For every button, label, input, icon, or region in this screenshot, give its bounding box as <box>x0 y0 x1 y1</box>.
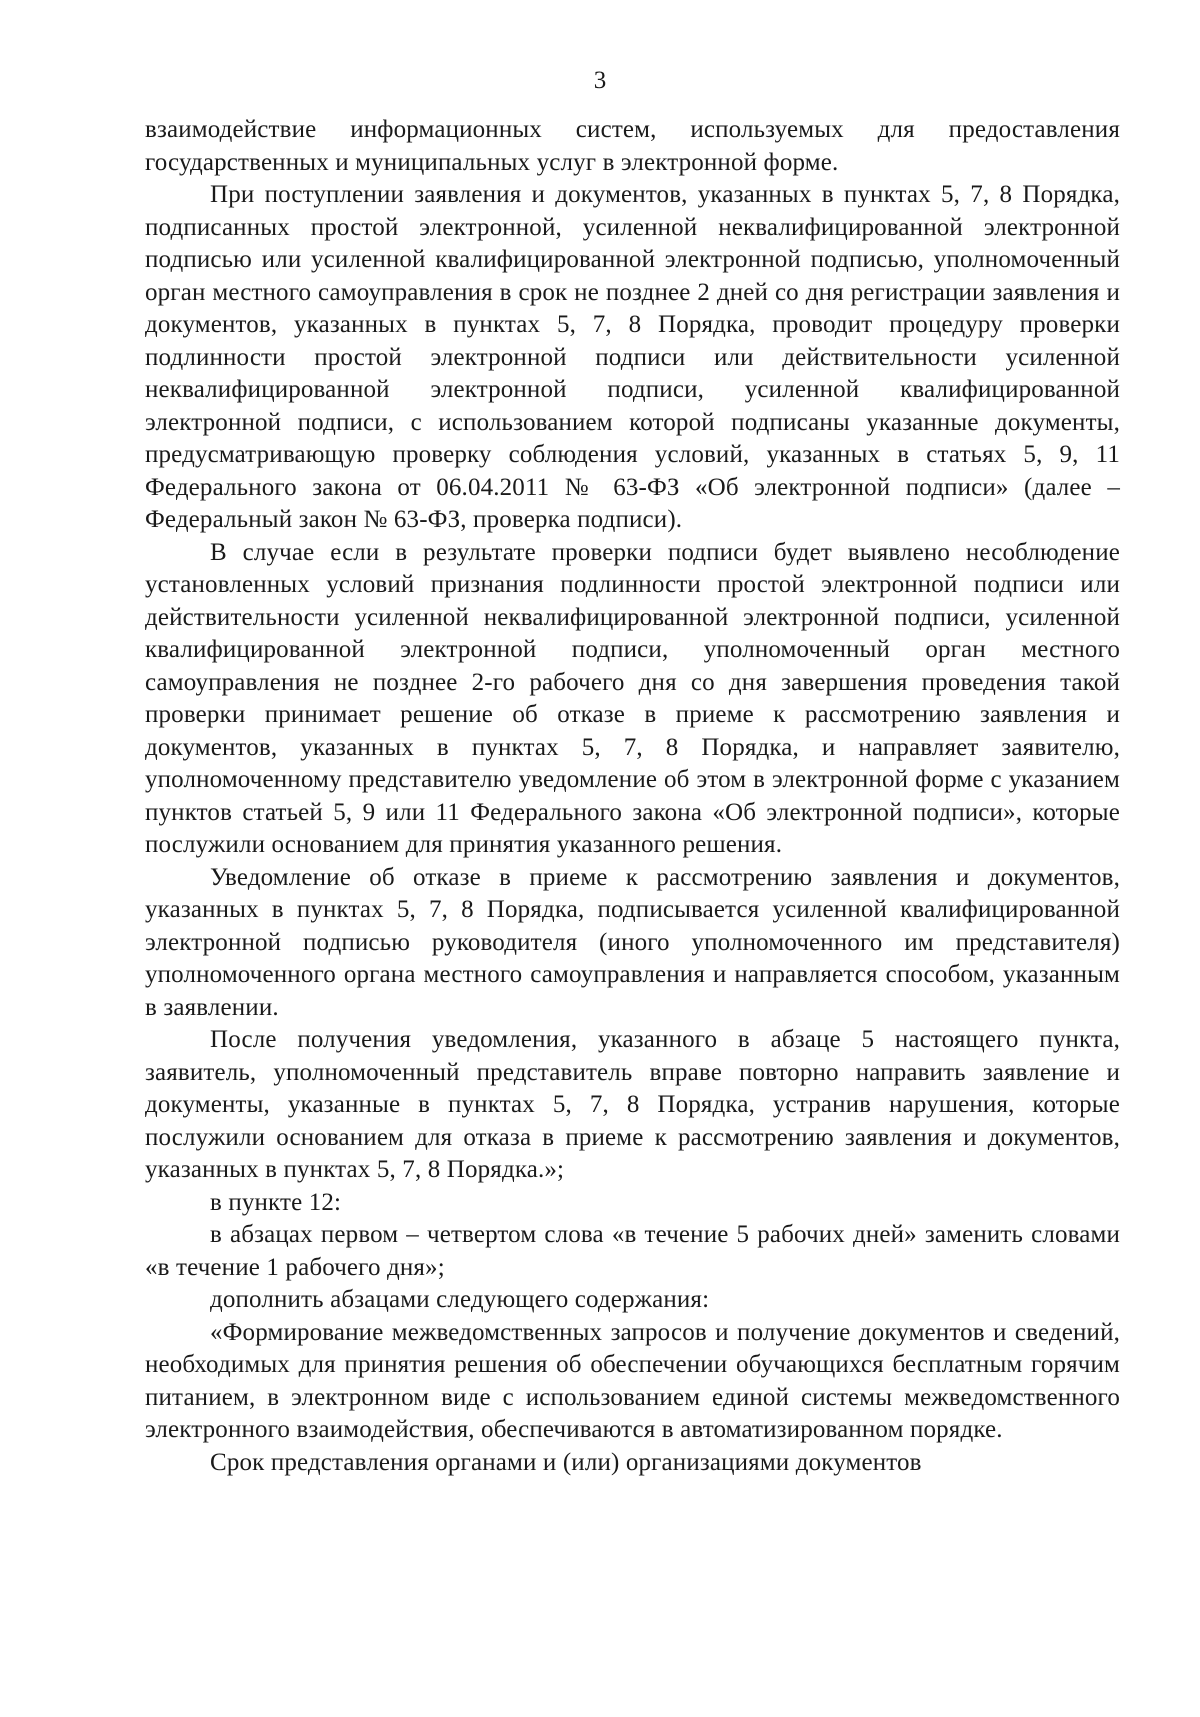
paragraph-2: При поступлении заявления и документов, указанных в пунктах 5, 7, 8 Порядка, подписанных простой электронной, усиленной неквалифицированной электронной подписью или усиленной квалифицированной электронной подписью, уполномоченный орган местного самоуправления в срок не позднее 2 дней со дня регистрации заявления и документов, указанных в пунктах 5, 7, 8 Порядка, проводит процедуру проверки подлинности простой электронной подписи или действительности усиленной неквалифицированной электронной подписи, усиленной квалифицированной электронной подписи, с использованием которой подписаны указанные документы, предусматривающую проверку соблюдения условий, указанных в статьях 5, 9, 11 Федерального закона от 06.04.2011 № 63-ФЗ «Об электронной подписи» (далее – Федеральный закон № 63-ФЗ, проверка подписи). <box>145 181 1120 533</box>
paragraph-6: в пункте 12: <box>210 1188 342 1216</box>
paragraph-4: Уведомление об отказе в приеме к рассмотрению заявления и документов, указанных в пунктах 5, 7, 8 Порядка, подписывается усиленной квалифицированной электронной подписью руководителя (иного уполномоченного им представителя) уполномоченного органа местного самоуправления и направляется способом, указанным в заявлении. <box>145 863 1120 1021</box>
document-body <box>145 114 1120 1479</box>
paragraph-3: В случае если в результате проверки подписи будет выявлено несоблюдение установленных условий признания подлинности простой электронной подписи или действительности усиленной неквалифицированной электронной подписи, усиленной квалифицированной электронной подписи, уполномоченный орган местного самоуправления не позднее 2-го рабочего дня со дня завершения проведения такой проверки принимает решение об отказе в приеме к рассмотрению заявления и документов, указанных в пунктах 5, 7, 8 Порядка, и направляет заявителю, уполномоченному представителю уведомление об этом в электронной форме с указанием пунктов статьей 5, 9 или 11 Федерального закона «Об электронной подписи», которые послужили основанием для принятия указанного решения. <box>145 538 1120 858</box>
paragraph-7: в абзацах первом – четвертом слова «в течение 5 рабочих дней» заменить словами «в течение 1 рабочего дня»; <box>145 1221 1120 1281</box>
paragraph-1: взаимодействие информационных систем, используемых для предоставления государственных и муниципальных услуг в электронной форме. <box>145 116 1120 176</box>
paragraph-10: Срок представления органами и (или) организациями документов <box>210 1448 922 1476</box>
paragraph-8: дополнить абзацами следующего содержания: <box>210 1286 710 1313</box>
page-number: 3 <box>593 67 607 94</box>
paragraph-9: «Формирование межведомственных запросов и получение документов и сведений, необходимых для принятия решения об обеспечении обучающихся бесплатным горячим питанием, в электронном виде с использованием единой системы межведомственного электронного взаимодействия, обеспечиваются в автоматизированном порядке. <box>145 1318 1120 1443</box>
paragraph-5: После получения уведомления, указанного в абзаце 5 настоящего пункта, заявитель, уполномоченный представитель вправе повторно направить заявление и документы, указанные в пунктах 5, 7, 8 Порядка, устранив нарушения, которые послужили основанием для отказа в приеме к рассмотрению заявления и документов, указанных в пунктах 5, 7, 8 Порядка.»; <box>145 1026 1120 1183</box>
